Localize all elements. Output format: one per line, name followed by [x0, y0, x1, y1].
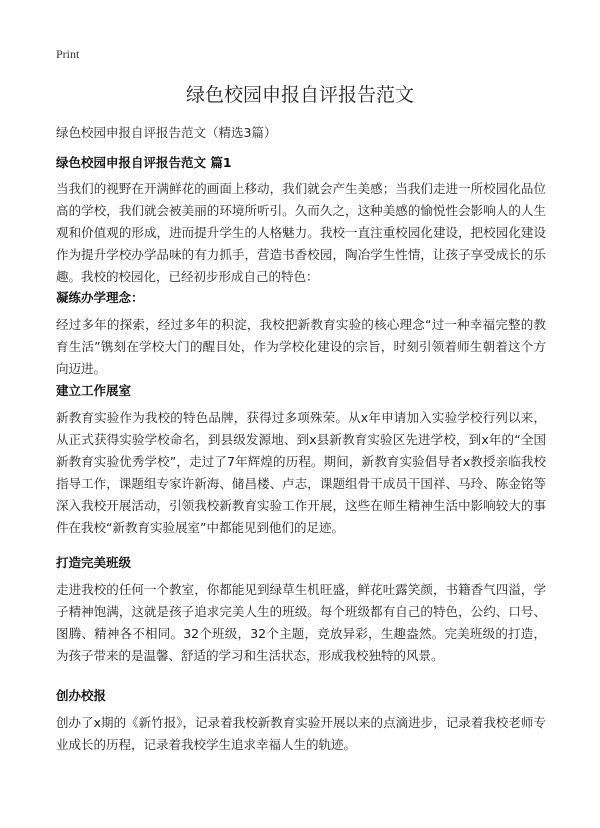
section-paragraph-class: 走进我校的任何一个教室，你都能见到绿草生机旺盛，鲜花吐露笑颜，书籍香气四溢，学子精神饱满，这就是孩子追求完美人生的班级。每个班级都有自己的特色，公约、口号、图腾、精神各不相同。32个班级，32个主题，竞放异彩，生趣盎然。完美班级的打造，为孩子带来的是温馨、舒适的学习和生活状态，形成我校独特的风景。: [56, 582, 546, 663]
print-label[interactable]: Print: [56, 47, 80, 61]
section-paragraph-newspaper: 创办了x期的《新竹报》，记录着我校新教育实验开展以来的点滴进步，记录着我校老师专业成长的历程，记录着我校学生追求幸福人生的轨迹。: [56, 715, 546, 752]
intro-paragraph: 当我们的视野在开满鲜花的画面上移动，我们就会产生美感；当我们走进一所校园化品位高的学校，我们就会被美丽的环境所听引。久而久之，这种美感的愉悦性会影响人的人生观和价值观的形成，进而提升学生的人格魅力。我校一直注重校园化建设，把校园化建设作为提升学校办学品味的有力抓手，营造书香校园，陶冶学生性情，让孩子享受成长的乐趣。我校的校园化，已经初步形成自己的特色：: [56, 181, 546, 284]
section-paragraph-exhibition: 新教育实验作为我校的特色品牌，获得过多项殊荣。从x年申请加入实验学校行列以来，从正式获得实验学校命名，到县级发源地、到x县新教育实验区先进学校，到x年的“全国新教育实验优秀学校”，走过了7年辉煌的历程。期间，新教育实验倡导者x教授亲临我校指导工作，课题组专家许新海、储昌楼、卢志，课题组骨干成员干国祥、马玲、陈金铭等深入我校开展活动，引领我校新教育实验工作开展，这些在师生精神生活中影响较大的事件在我校“新教育实验展室”中都能见到他们的足迹。: [56, 410, 546, 535]
document-subtitle: 绿色校园申报自评报告范文（精选3篇）: [56, 125, 277, 140]
section-heading-philosophy: 凝练办学理念：: [56, 290, 144, 305]
article-heading: 绿色校园申报自评报告范文 篇1: [56, 155, 232, 170]
section-heading-newspaper: 创办校报: [56, 688, 107, 703]
section-paragraph-philosophy: 经过多年的探索，经过多年的积淀，我校把新教育实验的核心理念“过一种幸福完整的教育生活”镌刻在学校大门的醒目处，作为学校化建设的宗旨，时刻引领着师生朝着这个方向迈进。: [56, 317, 546, 376]
section-heading-exhibition: 建立工作展室: [56, 383, 132, 398]
page-title: 绿色校园申报自评报告范文: [185, 84, 414, 106]
section-heading-class: 打造完美班级: [56, 555, 132, 570]
